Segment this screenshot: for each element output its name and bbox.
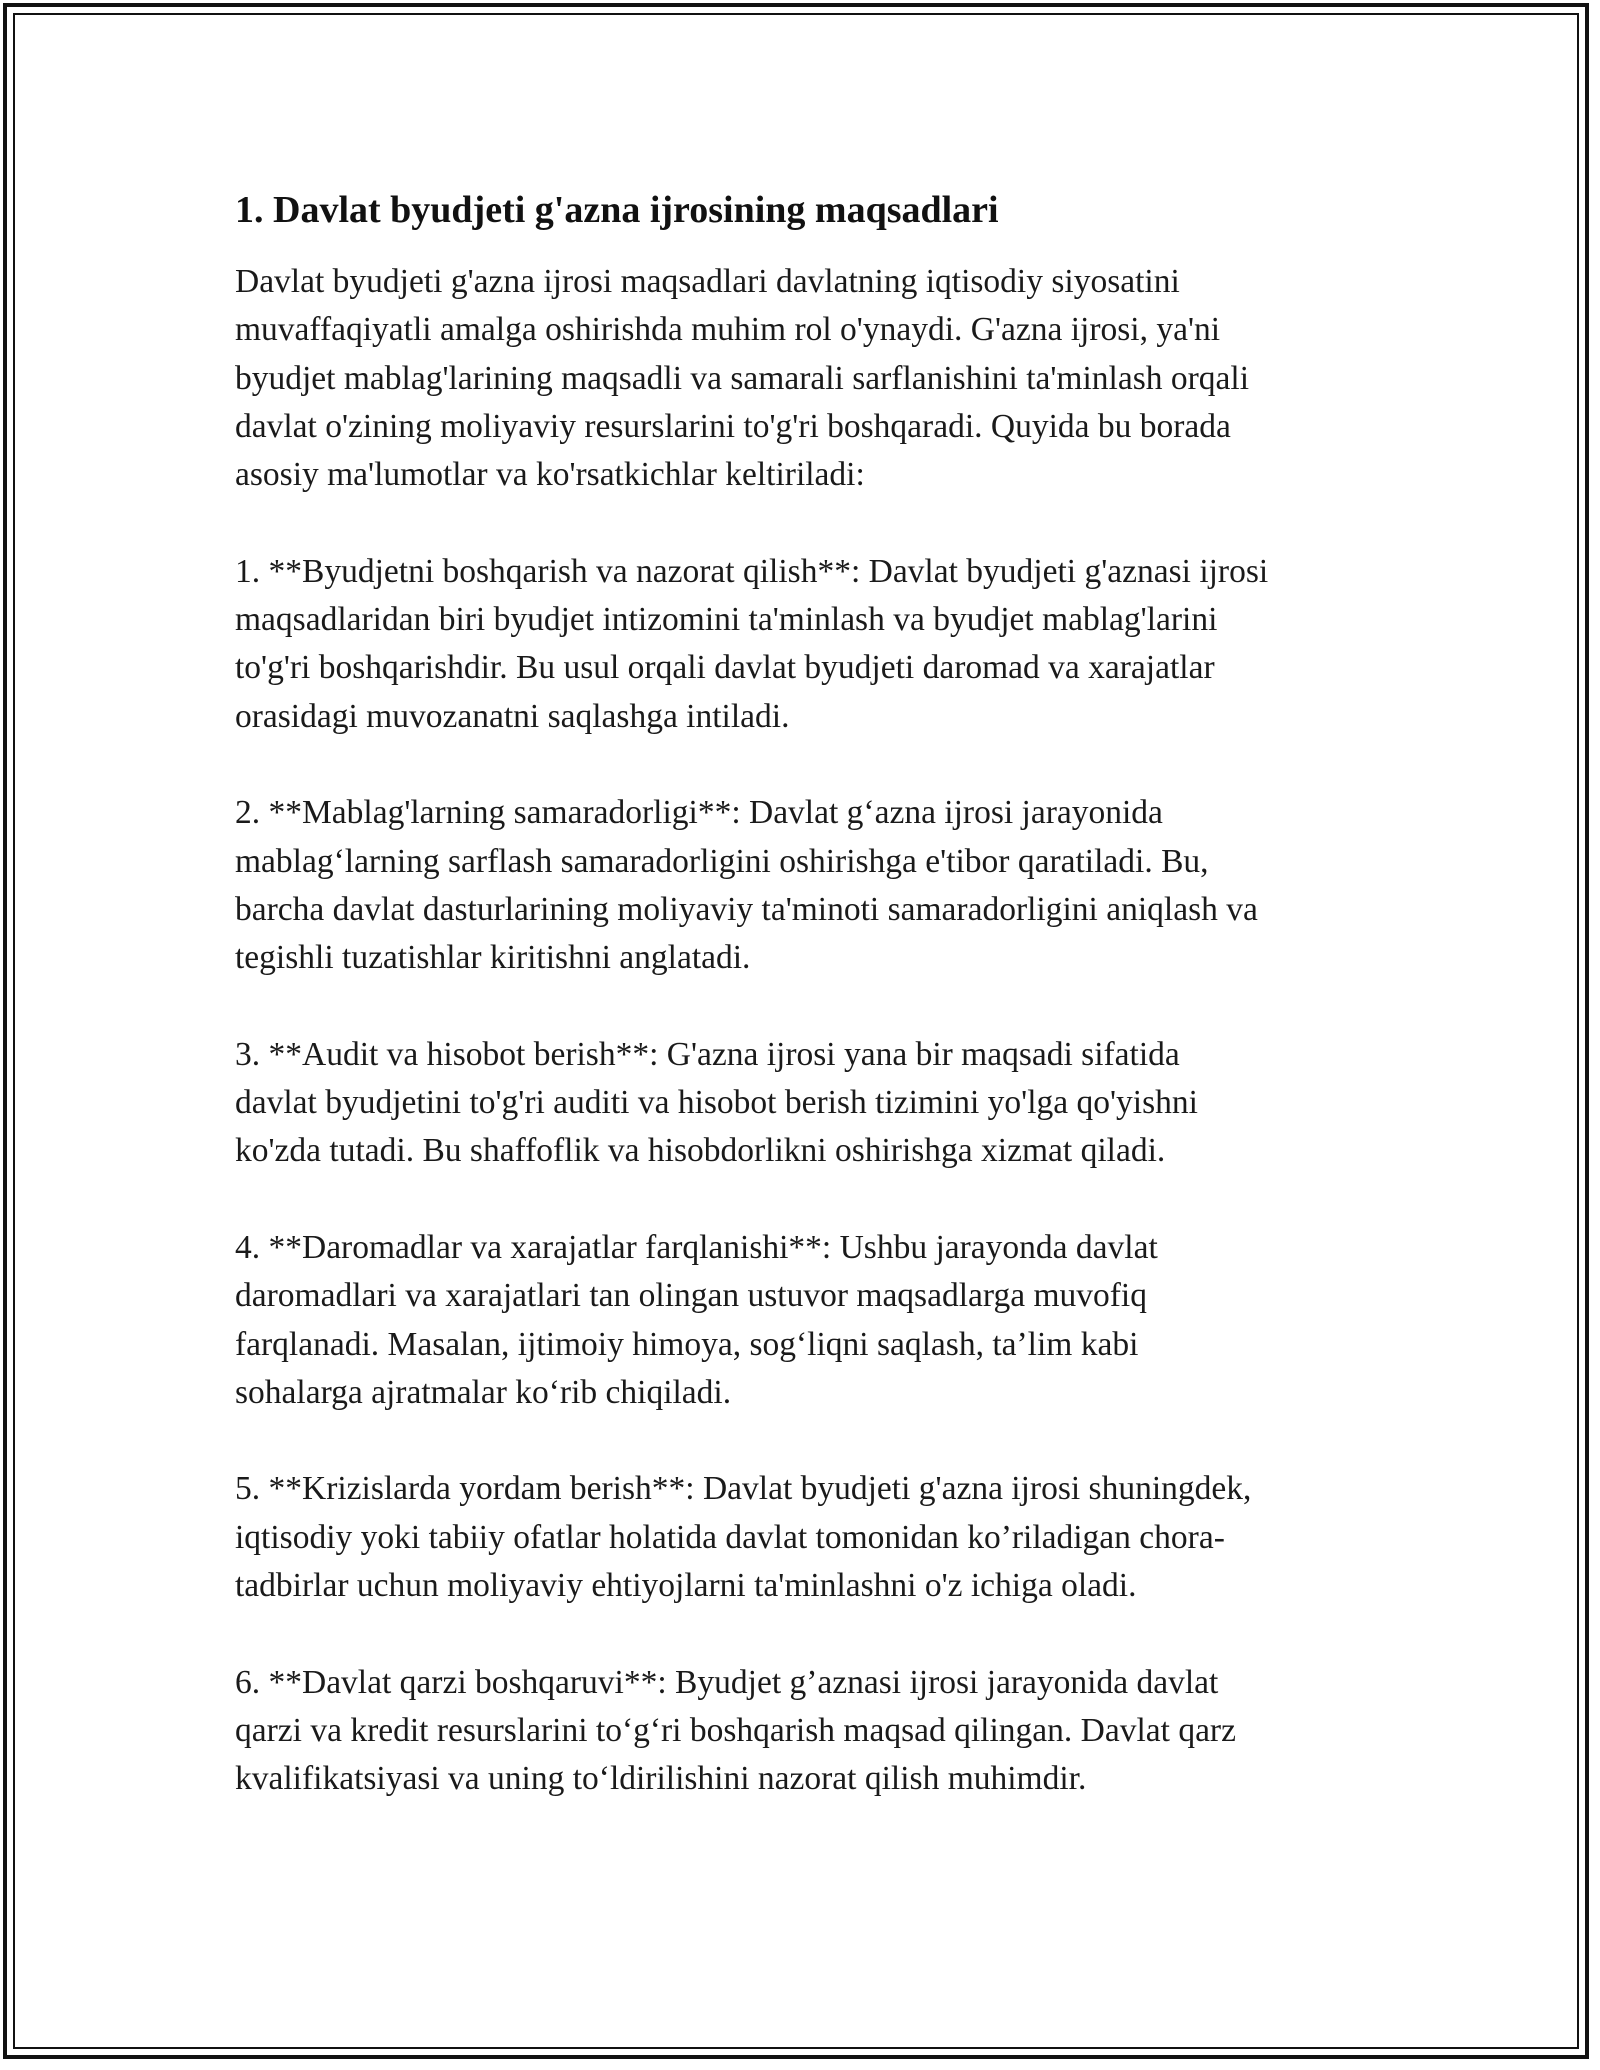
document-body — [235, 186, 1385, 1852]
paragraph-item-5 — [235, 1465, 1385, 1610]
text-line: tegishli tuzatishlar kiritishni anglatadi. — [235, 939, 751, 977]
text-line: qarzi va kredit resurslarini to‘g‘ri boshqarish maqsad qilingan. Davlat qarz — [235, 1711, 1236, 1749]
paragraph-item-6 — [235, 1659, 1385, 1804]
paragraph-intro — [235, 258, 1385, 499]
text-line: orasidagi muvozanatni saqlashga intiladi. — [235, 697, 790, 735]
text-line: 1. **Byudjetni boshqarish va nazorat qilish**: Davlat byudjeti g'aznasi ijrosi — [235, 552, 1269, 590]
text-line: tadbirlar uchun moliyaviy ehtiyojlarni ta'minlashni o'z ichiga oladi. — [235, 1567, 1137, 1605]
text-line: asosiy ma'lumotlar va ko'rsatkichlar keltiriladi: — [235, 456, 865, 494]
text-line: 5. **Krizislarda yordam berish**: Davlat byudjeti g'azna ijrosi shuningdek, — [235, 1470, 1252, 1508]
text-line: 4. **Daromadlar va xarajatlar farqlanishi**: Ushbu jarayonda davlat — [235, 1228, 1158, 1266]
text-line: Davlat byudjeti g'azna ijrosi maqsadlari davlatning iqtisodiy siyosatini — [235, 263, 1180, 300]
text-line: davlat o'zining moliyaviy resurslarini to'g'ri boshqaradi. Quyida bu borada — [235, 407, 1231, 445]
paragraph-item-4 — [235, 1224, 1385, 1417]
text-line: daromadlari va xarajatlari tan olingan ustuvor maqsadlarga muvofiq — [235, 1277, 1147, 1315]
text-line: 6. **Davlat qarzi boshqaruvi**: Byudjet g’aznasi ijrosi jarayonida davlat — [235, 1663, 1219, 1701]
paragraph-item-2 — [235, 789, 1385, 982]
text-line: byudjet mablag'larining maqsadli va samarali sarflanishini ta'minlash orqali — [235, 359, 1250, 397]
text-line: farqlanadi. Masalan, ijtimoiy himoya, sog‘liqni saqlash, ta’lim kabi — [235, 1325, 1139, 1363]
text-line: maqsadlaridan biri byudjet intizomini ta'minlash va byudjet mablag'larini — [235, 601, 1218, 639]
text-line: 3. **Audit va hisobot berish**: G'azna ijrosi yana bir maqsadi sifatida — [235, 1035, 1180, 1073]
text-line: to'g'ri boshqarishdir. Bu usul orqali davlat byudjeti daromad va xarajatlar — [235, 649, 1215, 687]
text-line: davlat byudjetini to'g'ri auditi va hisobot berish tizimini yo'lga qo'yishni — [235, 1084, 1198, 1122]
paragraph-item-3 — [235, 1031, 1385, 1176]
text-line: barcha davlat dasturlarining moliyaviy ta'minoti samaradorligini aniqlash va — [235, 890, 1258, 928]
text-line: iqtisodiy yoki tabiiy ofatlar holatida davlat tomonidan ko’riladigan chora- — [235, 1518, 1225, 1556]
text-line: 2. **Mablag'larning samaradorligi**: Davlat g‘azna ijrosi jarayonida — [235, 794, 1163, 832]
paragraph-item-1 — [235, 548, 1385, 741]
document-title: 1. Davlat byudjeti g'azna ijrosining maqsadlari — [235, 189, 999, 231]
text-line: ko'zda tutadi. Bu shaffoflik va hisobdorlikni oshirishga xizmat qiladi. — [235, 1132, 1166, 1170]
text-line: kvalifikatsiyasi va uning to‘ldirilishini nazorat qilish muhimdir. — [235, 1760, 1087, 1798]
text-line: sohalarga ajratmalar ko‘rib chiqiladi. — [235, 1373, 732, 1411]
text-line: mablag‘larning sarflash samaradorligini oshirishga e'tibor qaratiladi. Bu, — [235, 842, 1209, 880]
text-line: muvaffaqiyatli amalga oshirishda muhim rol o'ynaydi. G'azna ijrosi, ya'ni — [235, 311, 1221, 349]
